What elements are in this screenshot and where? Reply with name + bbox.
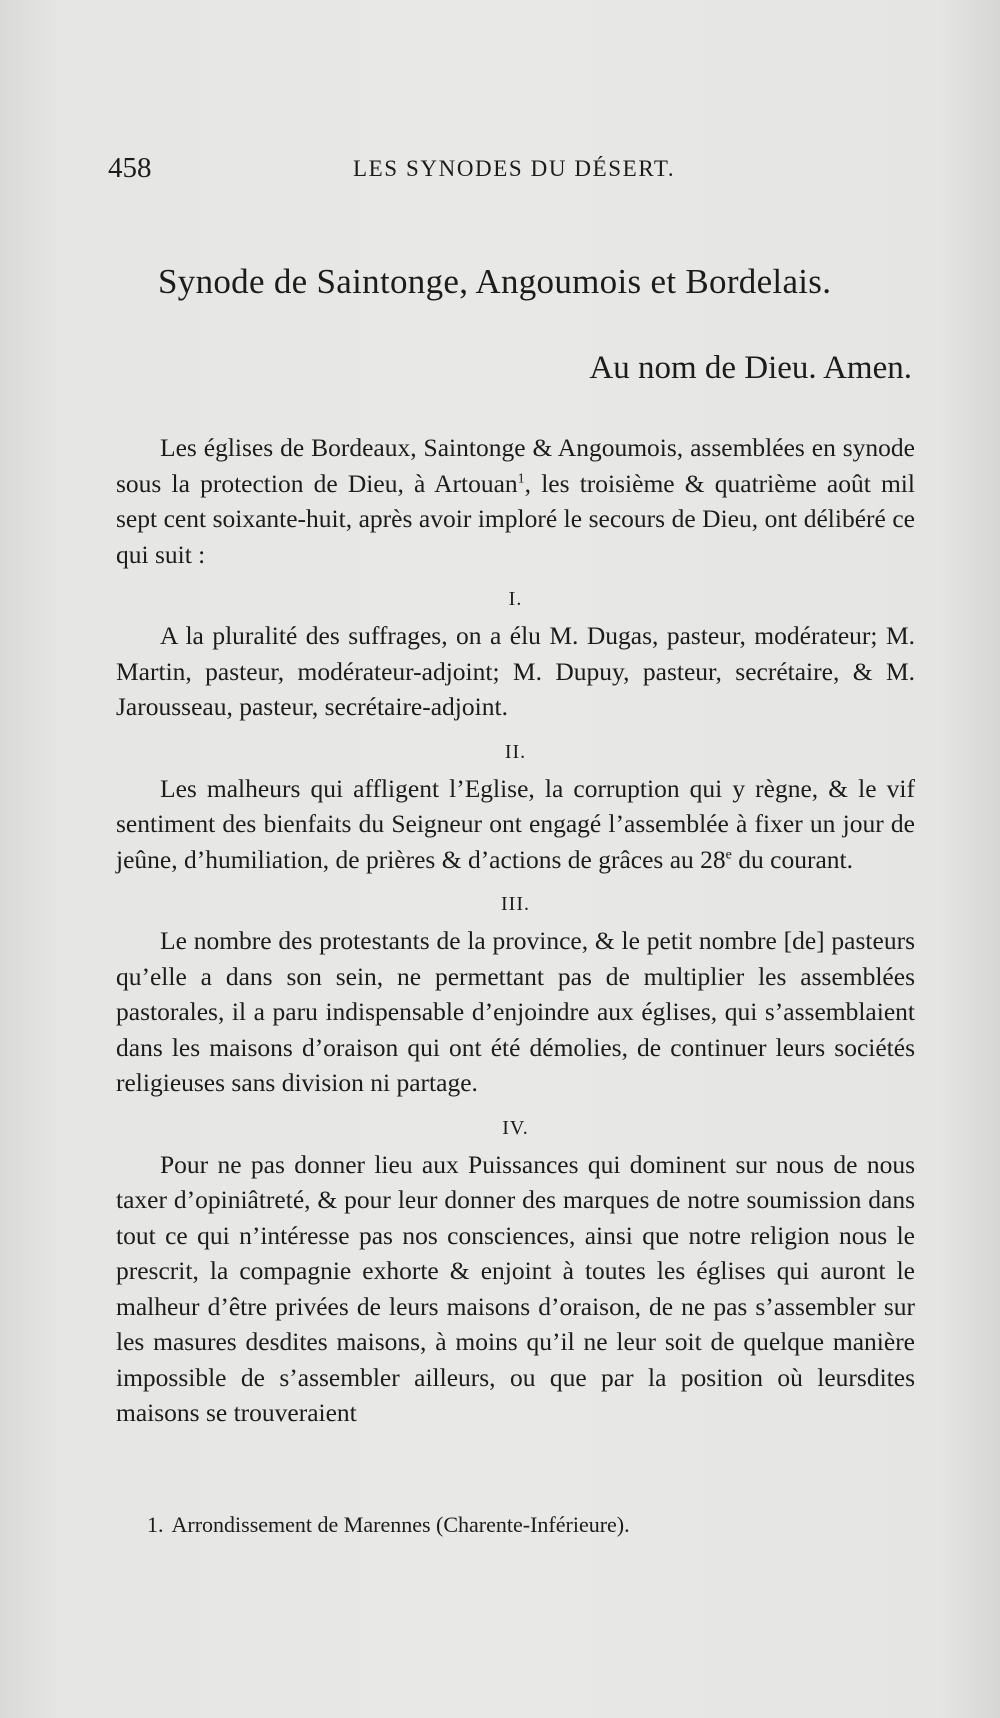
article-2-text-start: Les malheurs qui affligent l’Eglise, la corruption qui y règne, & le vif sentiment des bienfaits du Seigneur ont engagé l’assemblée à fixer un jour de jeûne, d’humiliation, de prières & d’actions de grâces au 28 <box>116 773 915 874</box>
footnote-reference: 1 <box>517 471 525 486</box>
article-text-3: Le nombre des protestants de la province, & le petit nombre [de] pasteurs qu’elle a dans son sein, ne permettant pas de multiplier les assemblées pastorales, il a paru indispensable d’enjoindre aux églises, qui s’assemblaient dans les maisons d’oraison qui ont été démolies, de continuer leurs sociétés religieuses sans division ni partage. <box>116 926 915 1097</box>
running-head: LES SYNODES DU DÉSERT. <box>353 156 676 181</box>
article-text-2 <box>116 771 915 878</box>
article-number-2: II. <box>504 740 527 763</box>
page-number: 458 <box>108 152 152 184</box>
intro-text-start: Les églises de Bordeaux, Saintonge & Angoumois, assemblées en synode sous la protection de Dieu, à Artouan <box>116 433 915 498</box>
footnote-mark: 1. <box>147 1512 164 1537</box>
invocation: Au nom de Dieu. Amen. <box>589 350 912 386</box>
article-number-3: III. <box>501 893 530 915</box>
synod-title: Synode de Saintonge, Angoumois et Bordelais. <box>158 262 832 301</box>
intro-paragraph <box>116 430 915 572</box>
article-text-1: A la pluralité des suffrages, on a élu M. Dugas, pasteur, modérateur; M. Martin, pasteur, modérateur-adjoint; M. Dupuy, pasteur, secrétaire, & M. Jarousseau, pasteur, secrétaire-adjoint. <box>116 621 915 721</box>
intro-text-end: , les troisième & quatrième août mil sept cent soixante-huit, après avoir imploré le secours de Dieu, ont délibéré ce qui suit : <box>116 468 915 569</box>
page-header <box>108 152 908 188</box>
article-number-1: I. <box>508 588 523 610</box>
footnote-text: Arrondissement de Marennes (Charente-Inférieure). <box>171 1512 630 1537</box>
footnote <box>147 1512 630 1538</box>
article-text-4: Pour ne pas donner lieu aux Puissances qui dominent sur nous de nous taxer d’opiniâtreté, & pour leur donner des marques de notre soumission dans tout ce qui n’intéresse pas nos consciences, ainsi que notre religion nous le prescrit, la compagnie exhorte & enjoint à toutes les églises qui auront le malheur d’être privées de leurs maisons d’oraison, de ne pas s’assembler sur les masures desdites maisons, à moins qu’il ne leur soit de quelque manière impossible de s’assembler ailleurs, ou que par la position où leursdites maisons se trouveraient <box>116 1149 915 1427</box>
article-2-text-end: du courant. <box>731 844 853 874</box>
ordinal-superscript: e <box>725 847 732 862</box>
article-number-4: IV. <box>502 1116 529 1139</box>
body-text <box>116 430 915 1431</box>
